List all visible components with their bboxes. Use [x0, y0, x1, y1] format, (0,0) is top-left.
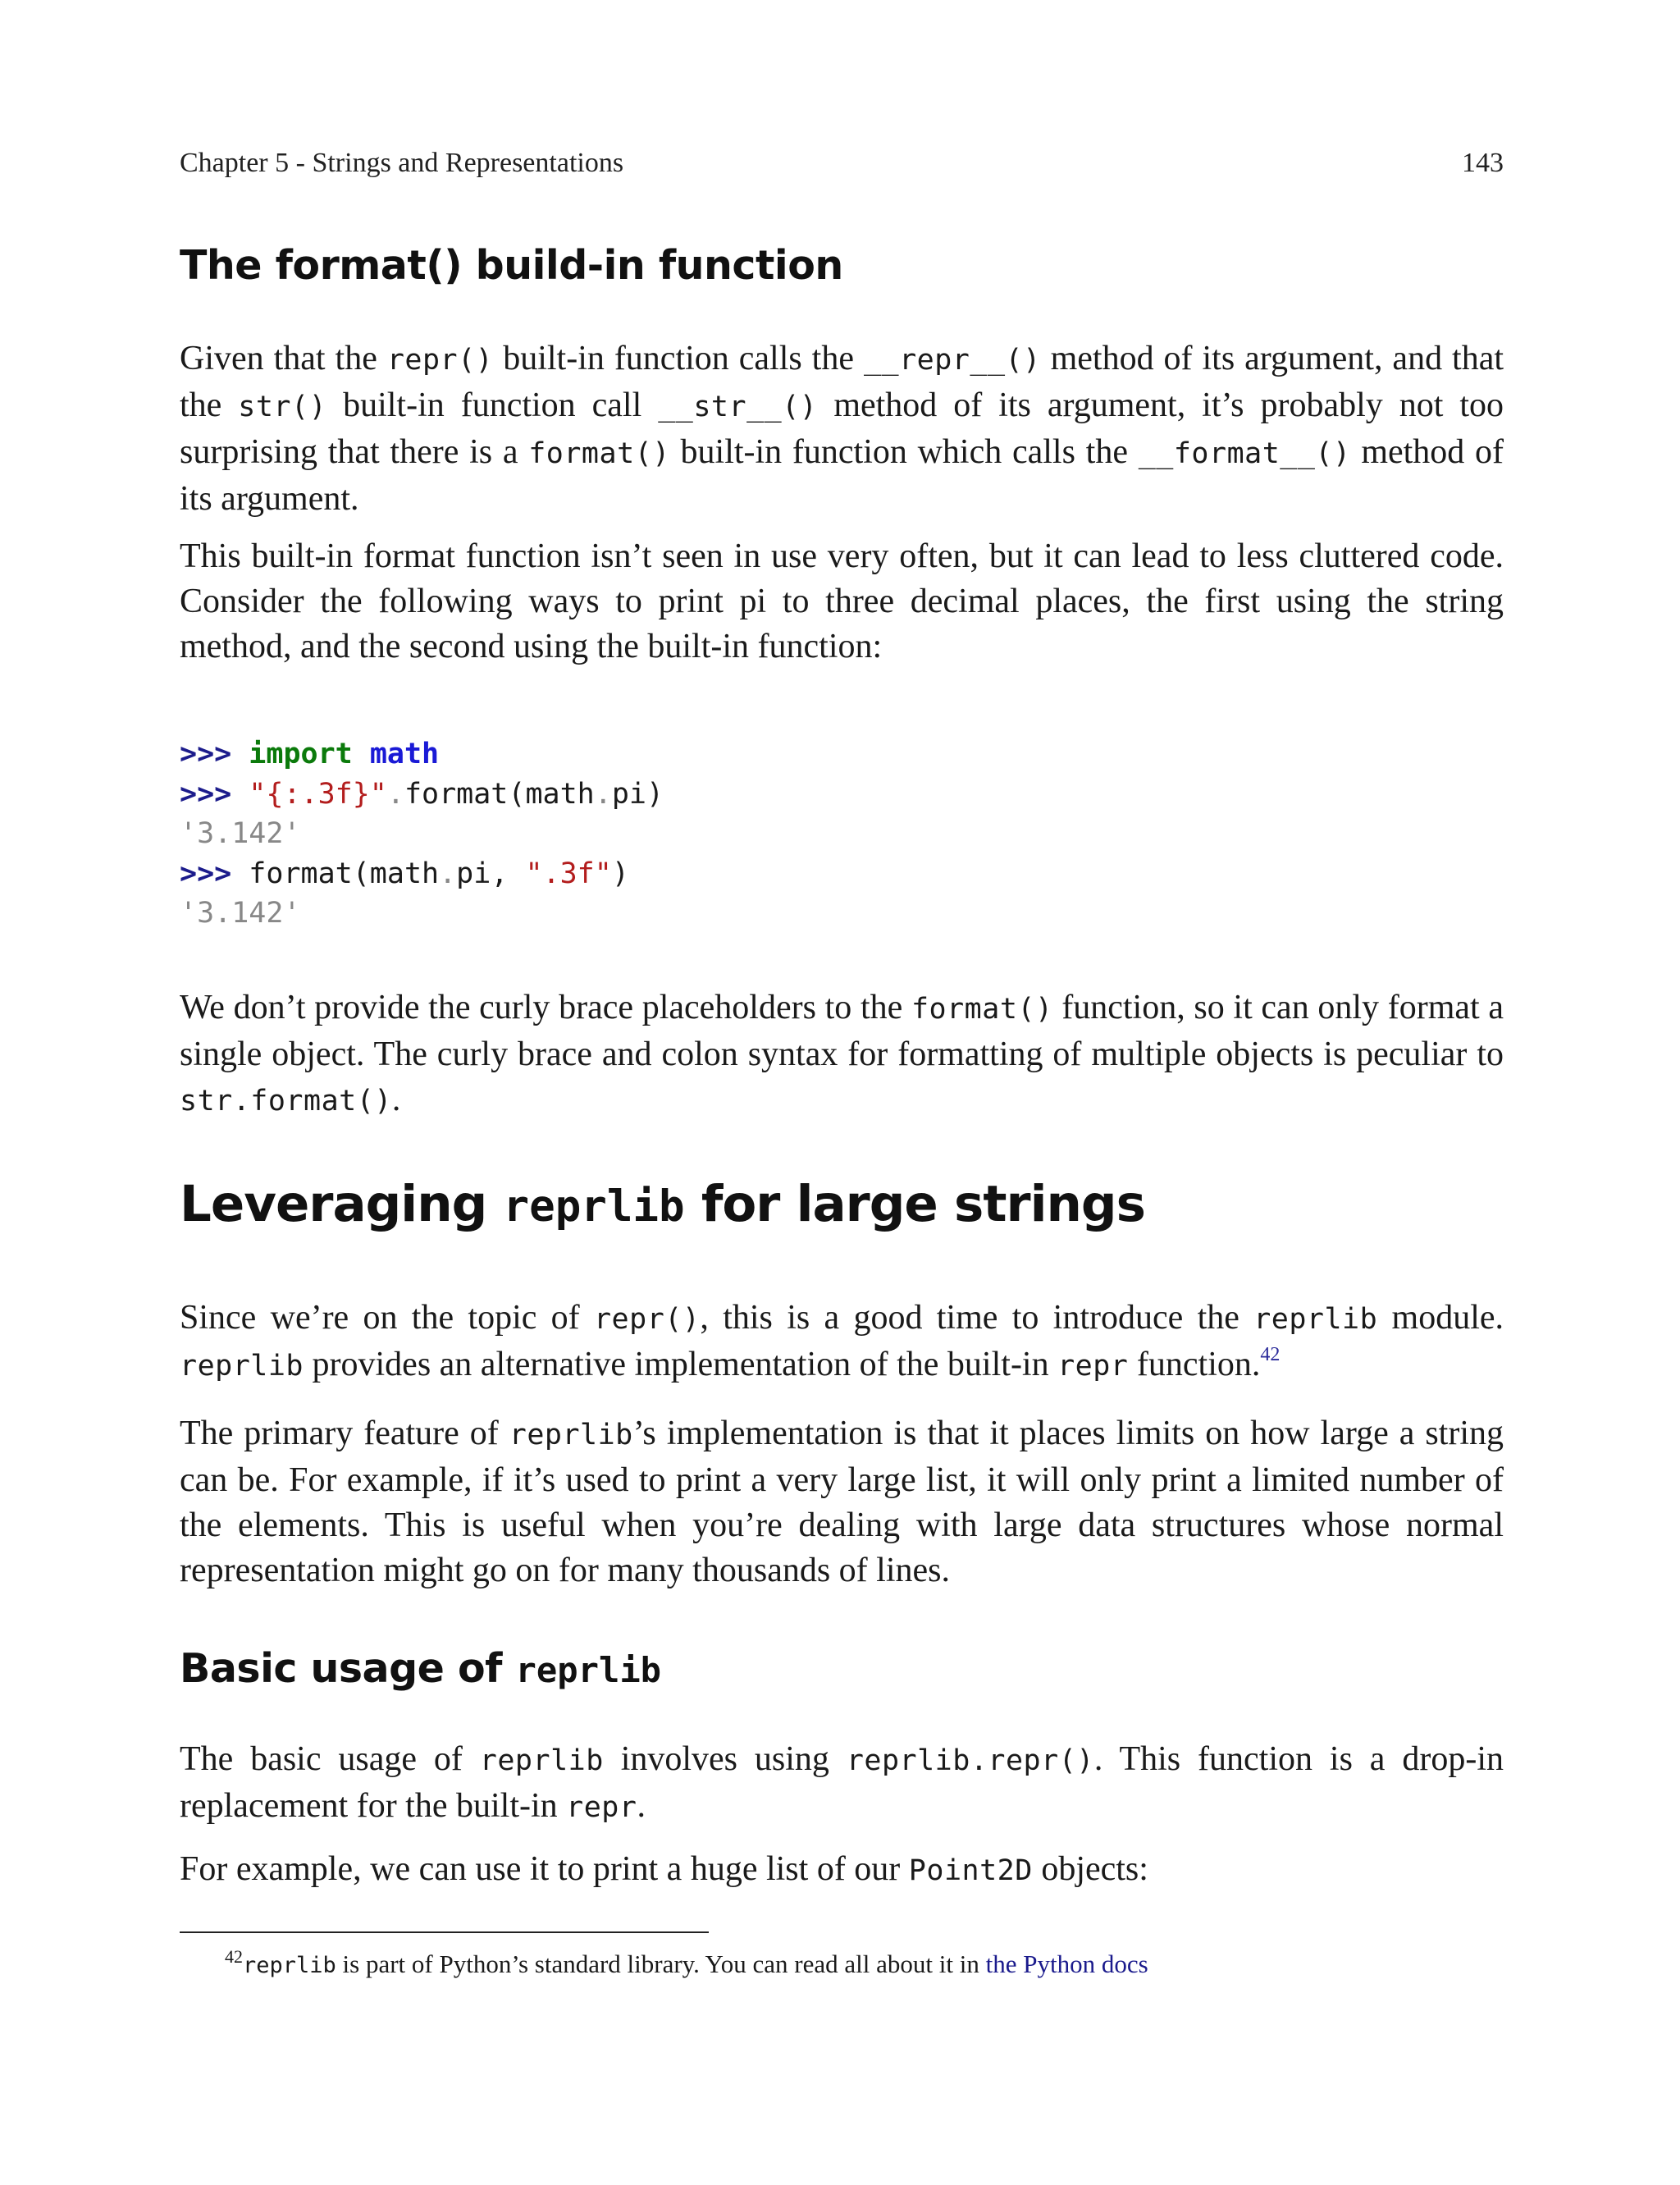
code-output-line: '3.142': [180, 897, 301, 930]
section-heading-reprlib: Leveraging reprlib for large strings: [180, 1175, 1145, 1233]
paragraph-format-note: We don’t provide the curly brace placeholders to the format() function, so it can only format a single object. The curly brace and colon syntax for formatting of multiple objects is peculiar to str.format().: [180, 989, 1504, 1118]
paragraph-format-usage: This built-in format function isn’t seen in use very often, but it can lead to less cluttered code. Consider the following ways to print pi to three decimal places, the first using the string method, and the second using the built-in function:: [180, 537, 1504, 665]
python-docs-link[interactable]: the Python docs: [985, 1950, 1148, 1978]
code-line: >>> import math: [180, 738, 440, 770]
footnote-divider: [180, 1931, 709, 1933]
page-number: 143: [1462, 148, 1504, 178]
code-output-line: '3.142': [180, 817, 301, 850]
code-line: >>> format(math.pi, ".3f"): [180, 857, 629, 890]
code-line: >>> "{:.3f}".format(math.pi): [180, 777, 664, 811]
footnote: $^{42}$reprlib is part of Python’s standard library. You can read all about it in the Python docs: [225, 1946, 1148, 1978]
subsection-heading-basic-usage: Basic usage of reprlib: [180, 1645, 662, 1692]
paragraph-basic-usage: The basic usage of reprlib involves using reprlib.repr(). This function is a drop-in replacement for the built-in repr.: [180, 1740, 1504, 1825]
running-header: [180, 148, 1504, 189]
footnote-ref[interactable]: 42: [1260, 1344, 1281, 1365]
paragraph-example: For example, we can use it to print a huge list of our Point2D objects:: [180, 1850, 1148, 1888]
paragraph-reprlib-feature: The primary feature of reprlib’s implementation is that it places limits on how large a string can be. For example, if it’s used to print a very large list, it will only print a limited number of the elements. This is useful when you’re dealing with large data structures whose normal representation might go on for many thousands of lines.: [180, 1415, 1504, 1589]
paragraph-reprlib-intro: Since we’re on the topic of repr(), this is a good time to introduce the reprlib module. reprlib provides an alternative implementation of the built-in repr function.$^{42}$: [180, 1299, 1504, 1383]
section-heading-format: The format() build-in function: [180, 242, 843, 289]
code-block: [180, 734, 1504, 934]
chapter-title: Chapter 5 - Strings and Representations: [180, 148, 624, 178]
paragraph-format-intro: Given that the repr() built-in function calls the __repr__() method of its argument, and that the str() built-in function call __str__() method of its argument, it’s probably not too surprising that there is a format() built-in function which calls the __format__() method of its argument.: [180, 340, 1504, 518]
